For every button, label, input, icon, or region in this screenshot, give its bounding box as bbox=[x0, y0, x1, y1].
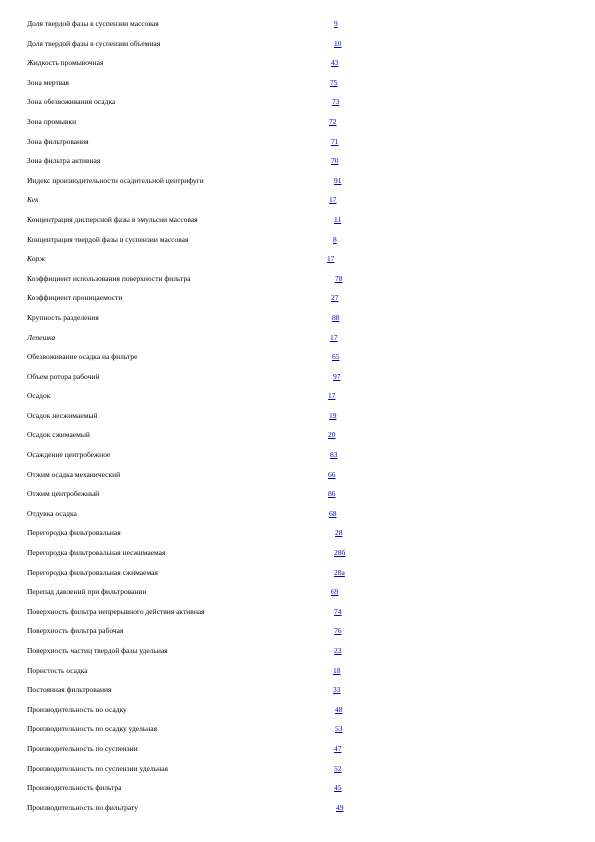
page-reference-link[interactable]: 17 bbox=[330, 332, 338, 342]
index-term: Объем ротора рабочий bbox=[27, 371, 100, 381]
page-reference-link[interactable]: 8 bbox=[333, 234, 337, 244]
index-entry bbox=[0, 468, 595, 488]
index-entry bbox=[0, 624, 595, 644]
index-entry bbox=[0, 664, 595, 684]
index-entry bbox=[0, 115, 595, 135]
index-term: Производительность по осадку bbox=[27, 704, 127, 714]
index-entry bbox=[0, 722, 595, 742]
index-term: Концентрация твердой фазы в суспензии массовая bbox=[27, 234, 189, 244]
index-entry bbox=[0, 272, 595, 292]
page-reference-link[interactable]: 18 bbox=[333, 665, 341, 675]
index-term: Поверхность фильтра непрерывного действия активная bbox=[27, 606, 205, 616]
index-entry bbox=[0, 762, 595, 782]
page-reference-link[interactable]: 27 bbox=[331, 293, 339, 303]
index-entry bbox=[0, 703, 595, 723]
index-term: Доля твердой фазы в суспензии массовая bbox=[27, 19, 159, 28]
page-reference-link[interactable]: 91 bbox=[334, 175, 342, 185]
page-reference-link[interactable]: 71 bbox=[331, 136, 339, 146]
page-reference-link[interactable]: 11 bbox=[334, 214, 342, 224]
index-entry bbox=[0, 526, 595, 546]
index-term: Жидкость промывочная bbox=[27, 58, 104, 68]
index-entry bbox=[0, 644, 595, 664]
index-term: Крупность разделения bbox=[27, 312, 99, 322]
page-reference-link[interactable]: 53 bbox=[335, 724, 343, 734]
page-reference-link[interactable]: 65 bbox=[332, 352, 340, 362]
index-term: Производительность по фильтрату bbox=[27, 802, 138, 812]
index-entry bbox=[0, 193, 595, 213]
page-reference-link[interactable]: 33 bbox=[333, 685, 341, 695]
index-entry bbox=[0, 370, 595, 390]
index-entry bbox=[0, 546, 595, 566]
index-term: Перегородка фильтровальная несжимаемая bbox=[27, 548, 166, 558]
index-entry bbox=[0, 409, 595, 429]
page-reference-link[interactable]: 47 bbox=[334, 743, 342, 753]
page-reference-link[interactable]: 17 bbox=[327, 254, 335, 264]
index-entry bbox=[0, 154, 595, 174]
page-reference-link[interactable]: 45 bbox=[334, 783, 342, 793]
page-reference-link[interactable]: 68 bbox=[329, 508, 337, 518]
index-term: Осадок несжимаемый bbox=[27, 410, 98, 420]
index-term: Зона промывки bbox=[27, 116, 77, 126]
index-term: Отжим центробежный bbox=[27, 489, 100, 499]
index-term: Производительность фильтра bbox=[27, 783, 122, 793]
page-reference-link[interactable]: 69 bbox=[331, 587, 339, 597]
page-reference-link[interactable]: 17 bbox=[329, 195, 337, 205]
index-term: Пористость осадка bbox=[27, 665, 88, 675]
page-reference-link[interactable]: 19 bbox=[329, 410, 337, 420]
page-reference-link[interactable]: 23 bbox=[334, 646, 342, 655]
page-reference-link[interactable]: 72 bbox=[329, 116, 337, 126]
index-term: Зона фильтра активная bbox=[27, 156, 101, 166]
index-entry bbox=[0, 311, 595, 331]
index-term: Кек bbox=[27, 195, 39, 205]
index-term: Обезвоживание осадка на фильтре bbox=[27, 352, 138, 362]
index-entry bbox=[0, 37, 595, 57]
index-entry bbox=[0, 331, 595, 351]
index-term: Перепад давлений при фильтровании bbox=[27, 587, 147, 597]
index-term: Осадок bbox=[27, 391, 51, 401]
index-term: Отжим осадка механический bbox=[27, 469, 121, 479]
index-entry bbox=[0, 585, 595, 605]
page-reference-link[interactable]: 83 bbox=[330, 450, 338, 460]
index-entry bbox=[0, 507, 595, 527]
index-entry bbox=[0, 135, 595, 155]
page-reference-link[interactable]: 43 bbox=[331, 58, 339, 68]
index-term: Производительность по суспензии удельная bbox=[27, 763, 168, 773]
index-term: Зона фильтрования bbox=[27, 136, 89, 146]
index-entry bbox=[0, 213, 595, 233]
page-reference-link[interactable]: 74 bbox=[334, 606, 342, 616]
index-term: Перегородка фильтровальная bbox=[27, 528, 121, 538]
index-entry bbox=[0, 56, 595, 76]
index-entry bbox=[0, 389, 595, 409]
index-term: Поверхность частиц твердой фазы удельная bbox=[27, 646, 168, 655]
index-term: Коэффициент проницаемости bbox=[27, 293, 123, 303]
page-reference-link[interactable]: 86 bbox=[328, 489, 336, 499]
page-reference-link[interactable]: 73 bbox=[332, 97, 340, 107]
page-reference-link[interactable]: 78 bbox=[335, 273, 343, 283]
index-entry bbox=[0, 233, 595, 253]
page-reference-link[interactable]: 10 bbox=[334, 38, 342, 48]
index-entry bbox=[0, 781, 595, 801]
index-entry bbox=[0, 17, 595, 37]
index-entry bbox=[0, 174, 595, 194]
index-entry bbox=[0, 291, 595, 311]
index-term: Перегородка фильтровальная сжимаемая bbox=[27, 567, 158, 577]
index-term: Производительность по осадку удельная bbox=[27, 724, 158, 734]
index-term: Лепешка bbox=[27, 332, 56, 342]
index-term: Корж bbox=[27, 254, 46, 264]
page-reference-link[interactable]: 9 bbox=[334, 19, 338, 28]
index-term: Производительность по суспензии bbox=[27, 743, 138, 753]
page-reference-link[interactable]: 49 bbox=[336, 802, 344, 812]
index-term: Индекс производительности осадительной центрифуги bbox=[27, 175, 204, 185]
index-term: Зона обезвоживания осадка bbox=[27, 97, 116, 107]
index-entry bbox=[0, 95, 595, 115]
index-term: Постоянная фильтрования bbox=[27, 685, 112, 695]
index-entry bbox=[0, 605, 595, 625]
page-reference-link[interactable]: 48 bbox=[335, 704, 343, 714]
page-reference-link[interactable]: 28а bbox=[334, 567, 345, 577]
index-entry bbox=[0, 566, 595, 586]
page-reference-link[interactable]: 97 bbox=[333, 371, 341, 381]
page-reference-link[interactable]: 28б bbox=[334, 548, 346, 558]
page-reference-link[interactable]: 70 bbox=[331, 156, 339, 166]
index-entry bbox=[0, 487, 595, 507]
page-reference-link[interactable]: 20 bbox=[328, 430, 336, 440]
index-term: Осадок сжимаемый bbox=[27, 430, 90, 440]
page-reference-link[interactable]: 76 bbox=[334, 626, 342, 636]
index-term: Осаждение центробежное bbox=[27, 450, 111, 460]
index-entry bbox=[0, 252, 595, 272]
index-entry bbox=[0, 428, 595, 448]
index-term: Поверхность фильтра рабочая bbox=[27, 626, 124, 636]
index-term: Зона мертвая bbox=[27, 77, 69, 87]
index-entry bbox=[0, 76, 595, 96]
index-entry bbox=[0, 448, 595, 468]
page-reference-link[interactable]: 52 bbox=[334, 763, 342, 773]
index-term: Коэффициент использования поверхности фильтра bbox=[27, 273, 191, 283]
index-entry bbox=[0, 742, 595, 762]
page-reference-link[interactable]: 66 bbox=[328, 469, 336, 479]
index-term: Концентрация дисперсной фазы в эмульсии массовая bbox=[27, 214, 198, 224]
index-entry bbox=[0, 801, 595, 821]
page-reference-link[interactable]: 75 bbox=[330, 77, 338, 87]
index-entry bbox=[0, 683, 595, 703]
index-term: Отдувка осадка bbox=[27, 508, 77, 518]
subject-index-list bbox=[0, 17, 595, 820]
page-reference-link[interactable]: 28 bbox=[335, 528, 343, 538]
page-reference-link[interactable]: 17 bbox=[328, 391, 336, 401]
index-term: Доля твердой фазы в суспензии объемная bbox=[27, 38, 161, 48]
index-entry bbox=[0, 350, 595, 370]
page-reference-link[interactable]: 88 bbox=[332, 312, 340, 322]
